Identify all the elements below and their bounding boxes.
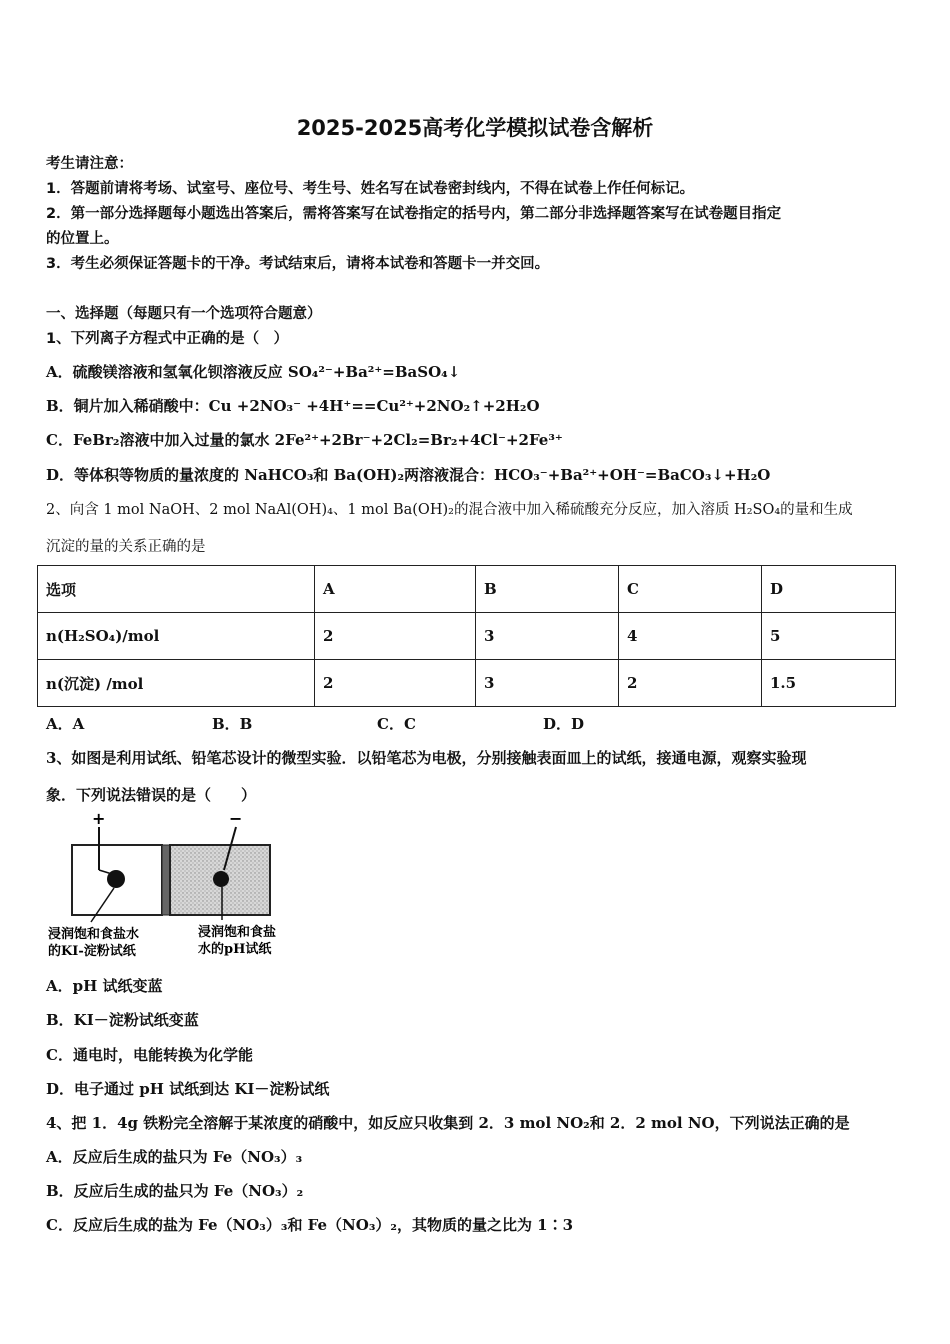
- q1-option-b: B．铜片加入稀硝酸中：Cu +2NO₃⁻ +4H⁺==Cu²⁺+2NO₂↑+2H₂O: [46, 397, 540, 415]
- q3-stem: 3、如图是利用试纸、铅笔芯设计的微型实验．以铅笔芯为电极，分别接触表面皿上的试纸，接通电源，观察实验现: [46, 749, 807, 767]
- table-header-row: [38, 566, 896, 613]
- section-heading: 一、选择题（每题只有一个选项符合题意）: [46, 306, 322, 322]
- cathode-electrode: [213, 871, 229, 887]
- table-cell: n(H₂SO₄)/mol: [38, 613, 315, 660]
- table-row: [38, 660, 896, 707]
- ki-paper-label: 的KI-淀粉试纸: [48, 944, 136, 959]
- q3-option-a: A．pH 试纸变蓝: [46, 977, 163, 995]
- q1-option-a: A．硫酸镁溶液和氢氧化钡溶液反应 SO₄²⁻+Ba²⁺=BaSO₄↓: [46, 363, 461, 381]
- table-cell: 4: [619, 613, 762, 660]
- q3-option-b: B．KI－淀粉试纸变蓝: [46, 1011, 199, 1029]
- electrolysis-figure: [46, 812, 306, 962]
- notice-item: 2．第一部分选择题每小题选出答案后，需将答案写在试卷指定的括号内，第二部分非选择题答案写在试卷题目指定: [46, 206, 782, 222]
- q4-stem: 4、把 1．4g 铁粉完全溶解于某浓度的硝酸中，如反应只收集到 2．3 mol NO₂和 2．2 mol NO，下列说法正确的是: [46, 1114, 850, 1132]
- table-cell: 5: [762, 613, 896, 660]
- notice-heading: 考生请注意：: [46, 156, 133, 172]
- notice-item: 的位置上。: [46, 231, 119, 247]
- table-cell: 2: [315, 613, 476, 660]
- q1-option-c: C．FeBr₂溶液中加入过量的氯水 2Fe²⁺+2Br⁻+2Cl₂=Br₂+4Cl⁻+2Fe³⁺: [46, 431, 563, 449]
- table-cell: 选项: [38, 566, 315, 613]
- q4-option-a: A．反应后生成的盐只为 Fe（NO₃）₃: [46, 1148, 303, 1166]
- notice-item: 3．考生必须保证答题卡的干净。考试结束后，请将本试卷和答题卡一并交回。: [46, 256, 550, 272]
- q3-stem-cont: 象．下列说法错误的是（ ）: [46, 786, 257, 804]
- table-cell: D: [762, 566, 896, 613]
- ph-paper-label: 水的pH试纸: [198, 942, 272, 957]
- table-cell: 1.5: [762, 660, 896, 707]
- q2-stem-cont: 沉淀的量的关系正确的是: [46, 539, 206, 555]
- q4-option-b: B．反应后生成的盐只为 Fe（NO₃）₂: [46, 1182, 304, 1200]
- plus-terminal: +: [92, 812, 106, 828]
- q2-stem: 2、向含 1 mol NaOH、2 mol NaAl(OH)₄、1 mol Ba(OH)₂的混合液中加入稀硫酸充分反应，加入溶质 H₂SO₄的量和生成: [46, 502, 853, 518]
- table-cell: B: [476, 566, 619, 613]
- paper-divider: [162, 845, 170, 915]
- q3-option-d: D．电子通过 pH 试纸到达 KI－淀粉试纸: [46, 1080, 330, 1098]
- page-title: 2025-2025高考化学模拟试卷含解析: [296, 116, 654, 140]
- q2-choice-b: B．B: [212, 715, 253, 733]
- notice-item: 1．答题前请将考场、试室号、座位号、考生号、姓名写在试卷密封线内，不得在试卷上作任何标记。: [46, 181, 695, 197]
- q2-choice-c: C．C: [377, 715, 416, 733]
- ki-paper-label: 浸润饱和食盐水: [48, 927, 140, 942]
- table-cell: A: [315, 566, 476, 613]
- table-row: [38, 613, 896, 660]
- q3-option-c: C．通电时，电能转换为化学能: [46, 1046, 253, 1064]
- q2-choice-d: D．D: [543, 715, 585, 733]
- q1-option-d: D．等体积等物质的量浓度的 NaHCO₃和 Ba(OH)₂两溶液混合：HCO₃⁻+Ba²⁺+OH⁻=BaCO₃↓+H₂O: [46, 466, 771, 484]
- q1-stem: 1、下列离子方程式中正确的是（ ）: [46, 331, 289, 347]
- ph-paper-label: 浸润饱和食盐: [198, 925, 277, 940]
- table-cell: 3: [476, 613, 619, 660]
- table-cell: 3: [476, 660, 619, 707]
- minus-terminal: −: [229, 812, 243, 828]
- table-cell: 2: [315, 660, 476, 707]
- table-cell: C: [619, 566, 762, 613]
- q4-option-c: C．反应后生成的盐为 Fe（NO₃）₃和 Fe（NO₃）₂，其物质的量之比为 1∶3: [46, 1216, 574, 1234]
- table-cell: n(沉淀) /mol: [38, 660, 315, 707]
- q2-choice-a: A．A: [46, 715, 85, 733]
- q2-table: [37, 565, 896, 707]
- table-cell: 2: [619, 660, 762, 707]
